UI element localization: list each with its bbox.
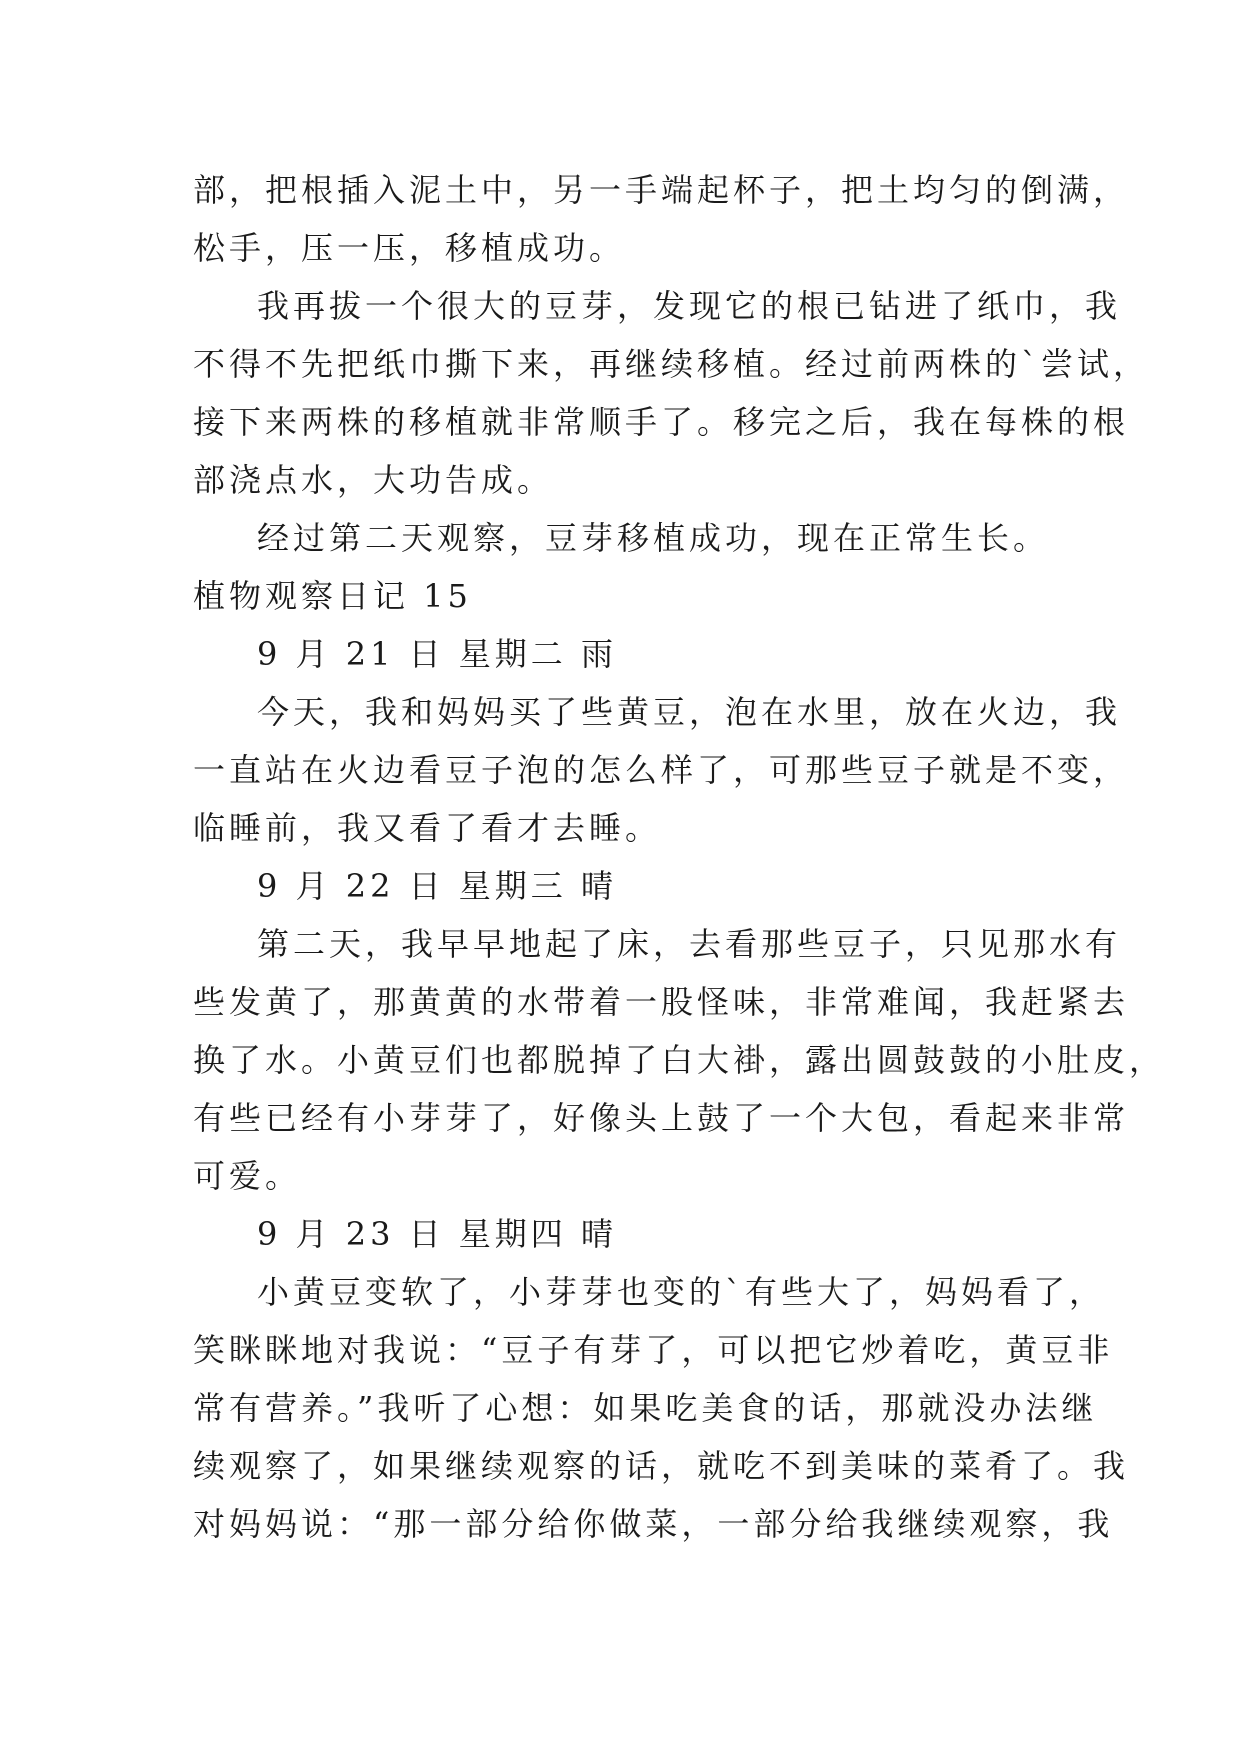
paragraph-line: 部浇点水，大功告成。 [193,461,554,499]
paragraph-line: 经过第二天观察，豆芽移植成功，现在正常生长。 [257,519,1050,557]
section-title: 植物观察日记 15 [193,577,472,615]
paragraph-line: 我再拔一个很大的豆芽，发现它的根已钻进了纸巾，我 [257,287,1122,325]
date-heading: 9 月 21 日 星期二 雨 [257,635,617,673]
paragraph-line: 常有营养。”我听了心想：如果吃美食的话，那就没办法继 [193,1389,1098,1427]
paragraph-line: 部，把根插入泥土中，另一手端起杯子，把土均匀的倒满， [193,171,1130,209]
paragraph-line: 对妈妈说：“那一部分给你做菜，一部分给我继续观察，我 [193,1505,1114,1543]
paragraph-line: 一直站在火边看豆子泡的怎么样了，可那些豆子就是不变， [193,751,1130,789]
paragraph-line: 第二天，我早早地起了床，去看那些豆子，只见那水有 [257,925,1122,963]
paragraph-line: 笑眯眯地对我说：“豆子有芽了，可以把它炒着吃，黄豆非 [193,1331,1114,1369]
paragraph-line: 接下来两株的移植就非常顺手了。移完之后，我在每株的根 [193,403,1130,441]
paragraph-line: 不得不先把纸巾撕下来，再继续移植。经过前两株的`尝试， [193,345,1150,383]
paragraph-line: 续观察了，如果继续观察的话，就吃不到美味的菜肴了。我 [193,1447,1130,1485]
paragraph-line: 有些已经有小芽芽了，好像头上鼓了一个大包，看起来非常 [193,1099,1130,1137]
paragraph-line: 松手，压一压，移植成功。 [193,229,626,267]
paragraph-line: 今天，我和妈妈买了些黄豆，泡在水里，放在火边，我 [257,693,1122,731]
paragraph-line: 临睡前，我又看了看才去睡。 [193,809,662,847]
paragraph-line: 小黄豆变软了，小芽芽也变的`有些大了，妈妈看了， [257,1273,1106,1311]
paragraph-line: 些发黄了，那黄黄的水带着一股怪味，非常难闻，我赶紧去 [193,983,1130,1021]
date-heading: 9 月 22 日 星期三 晴 [257,867,617,905]
date-heading: 9 月 23 日 星期四 晴 [257,1215,617,1253]
paragraph-line: 换了水。小黄豆们也都脱掉了白大褂，露出圆鼓鼓的小肚皮， [193,1041,1166,1079]
paragraph-line: 可爱。 [193,1157,302,1195]
